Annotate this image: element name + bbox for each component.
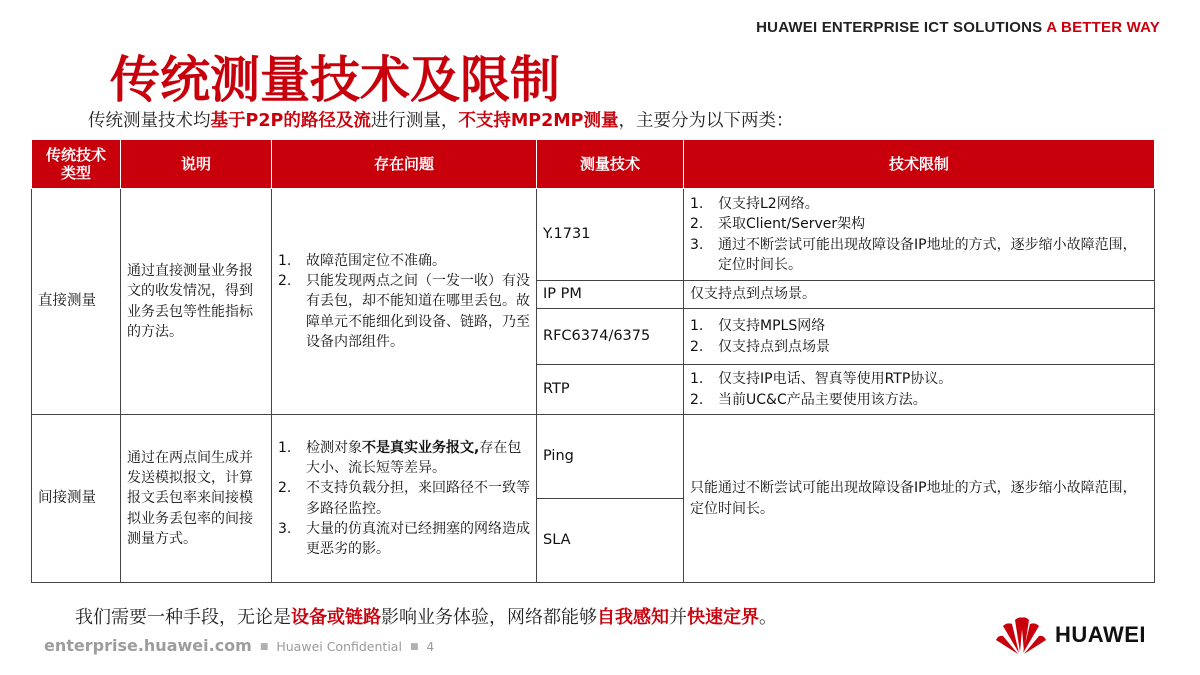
footer-confidential: Huawei Confidential: [276, 639, 402, 654]
huawei-logo-icon: [993, 612, 1049, 656]
item-number: 3.: [690, 236, 704, 253]
tech-cell: Ping: [537, 415, 684, 499]
footer: [44, 636, 434, 655]
limits-list: [690, 316, 1148, 357]
issues-list: [278, 251, 530, 352]
list-item: [690, 337, 1148, 357]
limits-list: [690, 369, 1148, 410]
type-cell: 直接测量: [32, 189, 121, 415]
limit-cell: [684, 189, 1155, 281]
brand-main: HUAWEI ENTERPRISE ICT SOLUTIONS: [756, 19, 1043, 36]
limits-list: [690, 194, 1148, 275]
item-number: 1.: [690, 195, 704, 212]
item-text: 检测对象: [306, 439, 362, 456]
huawei-logo-text: HUAWEI: [1055, 622, 1146, 647]
item-number: 1.: [690, 318, 704, 335]
item-number: 2.: [278, 273, 292, 290]
subtitle-part: ，主要分为以下两类：: [618, 111, 794, 131]
item-text: 仅支持MPLS网络: [718, 318, 826, 335]
list-item: [278, 438, 530, 479]
issues-list: [278, 438, 530, 560]
subtitle-part: 传统测量技术均: [88, 111, 211, 131]
list-item: [278, 478, 530, 519]
brand-tagline: [756, 19, 1160, 36]
item-number: 2.: [690, 391, 704, 408]
header-issues: 存在问题: [272, 140, 537, 189]
list-item: [690, 369, 1148, 389]
item-text: 存在包大小、流长短等差异。: [306, 439, 522, 476]
subtitle-part: 进行测量，: [370, 111, 459, 131]
list-item: [278, 271, 530, 352]
type-cell: 间接测量: [32, 415, 121, 583]
subtitle-highlight: 基于P2P的路径及流: [210, 111, 371, 131]
item-text: 仅支持IP电话、智真等使用RTP协议。: [718, 371, 953, 388]
tech-cell: RFC6374/6375: [537, 309, 684, 365]
item-text: 仅支持点到点场景: [718, 338, 830, 355]
list-item: [690, 316, 1148, 336]
header-type: 传统技术类型: [32, 140, 121, 189]
text-part: 。: [759, 607, 777, 628]
text-part: 我们需要一种手段，无论是: [75, 607, 291, 628]
text-highlight: 快速定界: [687, 607, 759, 628]
item-number: 1.: [278, 439, 292, 456]
page-title: 传统测量技术及限制: [110, 51, 560, 109]
conclusion-text: [75, 603, 777, 629]
limit-cell: 仅支持点到点场景。: [684, 281, 1155, 309]
item-number: 2.: [690, 338, 704, 355]
list-item: [690, 194, 1148, 214]
limit-cell: 只能通过不断尝试可能出现故障设备IP地址的方式，逐步缩小故障范围，定位时间长。: [684, 415, 1155, 583]
table-header-row: [32, 140, 1155, 189]
tech-cell: Y.1731: [537, 189, 684, 281]
header-tech: 测量技术: [537, 140, 684, 189]
list-item: [278, 251, 530, 271]
item-number: 2.: [278, 480, 292, 497]
subtitle: [88, 107, 794, 132]
footer-site-link[interactable]: enterprise.huawei.com: [44, 636, 252, 655]
brand-accent: A BETTER WAY: [1046, 19, 1160, 36]
header-limits: 技术限制: [684, 140, 1155, 189]
item-text: 故障范围定位不准确。: [306, 252, 446, 269]
text-part: 并: [669, 607, 687, 628]
issues-cell: [272, 189, 537, 415]
item-number: 1.: [690, 371, 704, 388]
tech-cell: SLA: [537, 499, 684, 583]
item-number: 1.: [278, 252, 292, 269]
tech-cell: IP PM: [537, 281, 684, 309]
text-highlight: 自我感知: [597, 607, 669, 628]
list-item: [690, 214, 1148, 234]
item-text: 采取Client/Server架构: [718, 216, 866, 233]
list-item: [690, 235, 1148, 276]
measurement-table: [31, 139, 1155, 583]
tech-cell: RTP: [537, 365, 684, 415]
text-part: 影响业务体验，网络都能够: [381, 607, 597, 628]
desc-cell: 通过直接测量业务报文的收发情况，得到业务丢包等性能指标的方法。: [121, 189, 272, 415]
item-text: 通过不断尝试可能出现故障设备IP地址的方式，逐步缩小故障范围，定位时间长。: [718, 236, 1137, 273]
list-item: [690, 390, 1148, 410]
desc-cell: 通过在两点间生成并发送模拟报文，计算报文丢包率来间接模拟业务丢包率的间接测量方式。: [121, 415, 272, 583]
table-row: [32, 415, 1155, 499]
item-number: 3.: [278, 520, 292, 537]
limit-cell: [684, 365, 1155, 415]
separator-icon: ■: [409, 642, 419, 652]
issues-cell: [272, 415, 537, 583]
item-text: 当前UC&C产品主要使用该方法。: [718, 391, 927, 408]
item-text: 大量的仿真流对已经拥塞的网络造成更恶劣的影。: [306, 520, 530, 558]
item-text-bold: 不是真实业务报文,: [362, 439, 480, 456]
header-desc: 说明: [121, 140, 272, 189]
subtitle-highlight: 不支持MP2MP测量: [458, 111, 619, 131]
list-item: [278, 519, 530, 560]
item-number: 2.: [690, 216, 704, 233]
item-text: 只能发现两点之间（一发一收）有没有丢包，却不能知道在哪里丢包。故障单元不能细化到设备、链路，乃至设备内部组件。: [306, 273, 530, 350]
separator-icon: ■: [259, 642, 269, 652]
text-highlight: 设备或链路: [291, 607, 381, 628]
limit-cell: [684, 309, 1155, 365]
table-row: [32, 189, 1155, 281]
item-text: 仅支持L2网络。: [718, 195, 819, 212]
page-number: 4: [426, 640, 435, 654]
item-text: 不支持负载分担，来回路径不一致等多路径监控。: [306, 480, 530, 517]
